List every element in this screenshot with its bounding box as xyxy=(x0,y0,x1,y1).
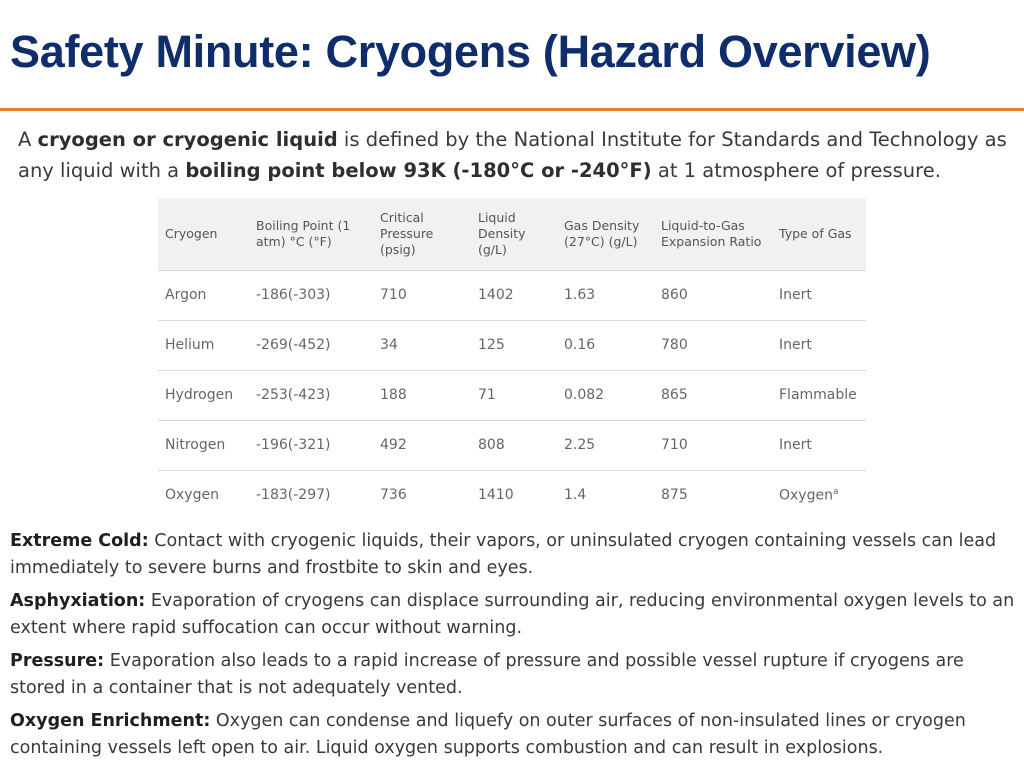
table-row xyxy=(158,270,866,320)
hazard-text: Contact with cryogenic liquids, their vapors, or uninsulated cryogen containing vessels can lead immediately to severe burns and frostbite to skin and eyes. xyxy=(10,531,997,578)
hazard-label: Pressure: xyxy=(10,651,105,671)
hazard-item xyxy=(10,588,1018,642)
hazard-text: Evaporation of cryogens can displace surrounding air, reducing environmental oxygen levels to an extent where rapid suffocation can occur without warning. xyxy=(10,591,1015,638)
table-cell: 710 xyxy=(380,287,407,303)
table-cell: 875 xyxy=(661,487,688,504)
column-header: Cryogen xyxy=(165,225,218,241)
hazard-label: Oxygen Enrichment: xyxy=(10,711,211,731)
table-cell-text: Oxygen xyxy=(779,487,833,504)
hazard-label: Asphyxiation: xyxy=(10,591,146,611)
table-row xyxy=(158,370,866,420)
table-cell: Argon xyxy=(165,287,207,303)
hazard-item xyxy=(10,708,1018,762)
table-cell: Inert xyxy=(779,337,812,353)
table-cell: 780 xyxy=(661,337,688,353)
table-cell: 188 xyxy=(380,387,407,403)
table-cell: 0.082 xyxy=(564,387,605,403)
hazard-text: Oxygen can condense and liquefy on outer surfaces of non-insulated lines or cryogen containing vessels left open to air. Liquid oxygen supports combustion and can result in explosions. xyxy=(10,711,966,758)
table-cell: Inert xyxy=(779,287,812,303)
table-cell: Flammable xyxy=(779,387,857,403)
title-divider xyxy=(0,108,1024,111)
table-cell: 860 xyxy=(661,287,688,303)
intro-text-2: is defined by the National Institute for Standards and Technology as any liquid with a xyxy=(18,128,1007,182)
table-cell: Inert xyxy=(779,437,812,453)
hazard-label: Extreme Cold: xyxy=(10,531,149,551)
table-cell: Hydrogen xyxy=(165,387,234,403)
intro-text-3: at 1 atmosphere of pressure. xyxy=(651,159,941,182)
column-header: Type of Gas xyxy=(779,225,852,241)
table-cell: -253(-423) xyxy=(256,387,331,403)
table-cell: Nitrogen xyxy=(165,437,226,453)
table-cell: -186(-303) xyxy=(256,287,331,303)
table-cell: 2.25 xyxy=(564,437,596,453)
cryogen-table xyxy=(158,198,866,520)
table-cell: 710 xyxy=(661,437,688,453)
hazard-list xyxy=(10,528,1018,768)
table-cell: 736 xyxy=(380,487,407,504)
intro-text-1: A xyxy=(18,128,38,151)
table-cell: -183(-297) xyxy=(256,487,331,504)
hazard-text: Evaporation also leads to a rapid increase of pressure and possible vessel rupture if cryogens are stored in a container that is not adequately vented. xyxy=(10,651,964,698)
table-cell: 865 xyxy=(661,387,688,403)
table-row xyxy=(158,420,866,470)
table-cell: 125 xyxy=(478,337,505,353)
table-cell: 34 xyxy=(380,337,398,353)
table-cell: 1402 xyxy=(478,287,514,303)
table-cell: 0.16 xyxy=(564,337,596,353)
table-cell: Oxygen xyxy=(165,487,219,504)
page-title: Safety Minute: Cryogens (Hazard Overview) xyxy=(10,26,931,77)
table-cell: 71 xyxy=(478,387,496,403)
table-row xyxy=(158,470,866,520)
intro-bold-2: boiling point below 93K (-180°C or -240°F) xyxy=(185,159,652,182)
table-cell: 1410 xyxy=(478,487,514,504)
intro-paragraph xyxy=(18,124,1018,186)
table-cell xyxy=(773,470,866,520)
column-header: Boiling Point (1 atm) °C (°F) xyxy=(256,217,351,249)
column-header: Liquid-to-Gas Expansion Ratio xyxy=(661,217,762,249)
column-header: Liquid Density (g/L) xyxy=(478,209,526,257)
footnote-marker: a xyxy=(832,486,839,497)
table-cell: 1.63 xyxy=(564,287,596,303)
intro-bold-1: cryogen or cryogenic liquid xyxy=(37,128,338,151)
column-header: Critical Pressure (psig) xyxy=(380,209,434,257)
hazard-item xyxy=(10,528,1018,582)
table-cell: 808 xyxy=(478,437,505,453)
table-cell: -196(-321) xyxy=(256,437,331,453)
table-cell: 1.4 xyxy=(564,487,587,504)
column-header: Gas Density (27°C) (g/L) xyxy=(564,217,640,249)
table-cell: Helium xyxy=(165,337,215,353)
hazard-item xyxy=(10,648,1018,702)
table-header-row xyxy=(158,198,866,270)
table-cell: 492 xyxy=(380,437,407,453)
table-cell: -269(-452) xyxy=(256,337,331,353)
table-row xyxy=(158,320,866,370)
